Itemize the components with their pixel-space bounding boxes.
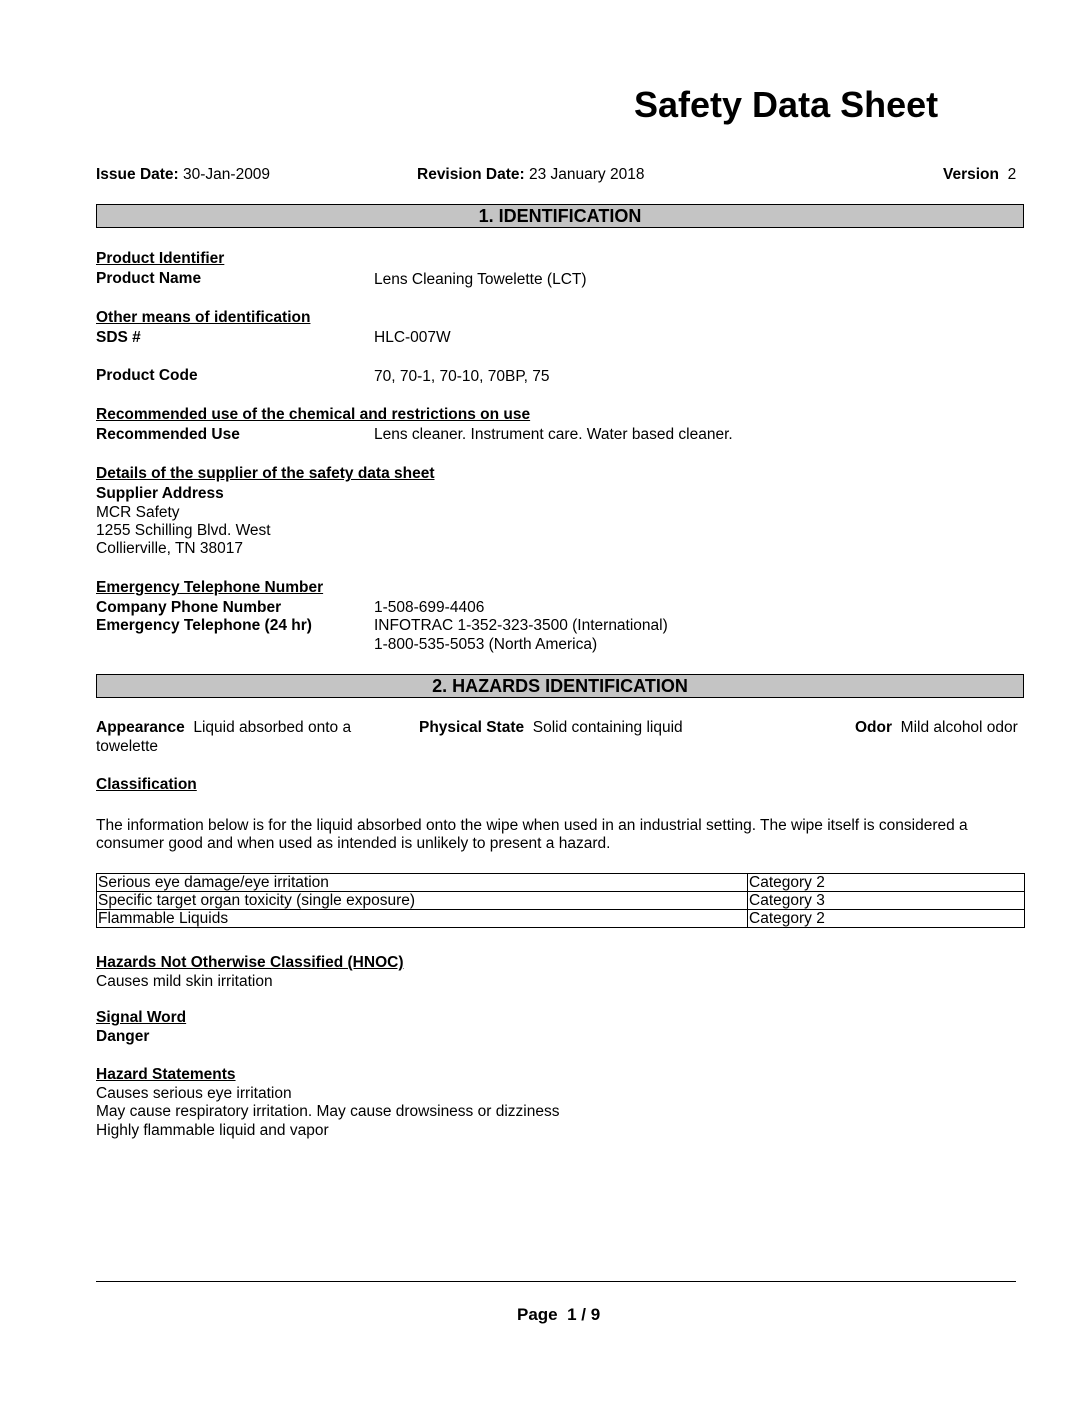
odor [855,719,1018,737]
emergency-phone-line: INFOTRAC 1-352-323-3500 (International) [374,617,668,634]
page-number: Page 1 / 9 [517,1305,601,1324]
signal-word-value: Danger [96,1028,150,1045]
physical-state-value: Solid containing liquid [532,719,683,736]
classification-heading: Classification [96,776,197,793]
category-cell: Category 2 [748,910,1025,928]
footer-divider [96,1281,1016,1282]
version-label: Version [943,166,999,183]
recommended-use-value: Lens cleaner. Instrument care. Water based cleaner. [374,426,733,443]
emergency-heading: Emergency Telephone Number [96,579,324,596]
issue-date [96,166,270,184]
hnoc-heading: Hazards Not Otherwise Classified (HNOC) [96,954,404,971]
revision-date-label: Revision Date: [417,166,525,183]
hazard-cell: Serious eye damage/eye irritation [97,874,748,892]
hazard-statement: Highly flammable liquid and vapor [96,1122,329,1139]
product-code-label: Product Code [96,367,198,384]
classification-text: The information below is for the liquid absorbed onto the wipe when used in an industrial setting. The wipe itself is considered a [96,817,968,834]
appearance-value-cont: towelette [96,738,159,755]
issue-date-label: Issue Date: [96,166,179,183]
version [943,166,1016,184]
category-cell: Category 3 [748,892,1025,910]
classification-text-cont: consumer good and when used as intended is unlikely to present a hazard. [96,835,611,852]
recommended-use-heading: Recommended use of the chemical and restrictions on use [96,406,531,423]
company-phone-value: 1-508-699-4406 [374,599,485,616]
sds-label: SDS # [96,329,141,346]
appearance-value: Liquid absorbed onto a [193,719,352,736]
odor-value: Mild alcohol odor [900,719,1018,736]
section2-heading: 2. HAZARDS IDENTIFICATION [96,674,1024,698]
physical-state-label: Physical State [419,719,525,736]
other-means-heading: Other means of identification [96,309,311,326]
emergency-phone-label: Emergency Telephone (24 hr) [96,617,312,634]
revision-date-value: 23 January 2018 [528,166,645,183]
classification-table [96,873,1025,928]
company-phone-label: Company Phone Number [96,599,282,616]
physical-state [419,719,683,737]
category-cell: Category 2 [748,874,1025,892]
hnoc-value: Causes mild skin irritation [96,973,273,990]
hazard-cell: Specific target organ toxicity (single exposure) [97,892,748,910]
signal-word-heading: Signal Word [96,1009,187,1026]
issue-date-value: 30-Jan-2009 [183,166,271,183]
supplier-line: Collierville, TN 38017 [96,540,244,557]
hazard-statement: May cause respiratory irritation. May cause drowsiness or dizziness [96,1103,560,1120]
product-code-value: 70, 70-1, 70-10, 70BP, 75 [374,368,550,385]
product-name-label: Product Name [96,270,202,287]
document-title: Safety Data Sheet [634,84,939,125]
hazard-statements-heading: Hazard Statements [96,1066,236,1083]
section1-heading: 1. IDENTIFICATION [96,204,1024,228]
hazard-cell: Flammable Liquids [97,910,748,928]
table-row [97,910,1025,928]
recommended-use-label: Recommended Use [96,426,240,443]
product-name-value: Lens Cleaning Towelette (LCT) [374,271,587,288]
appearance-label: Appearance [96,719,185,736]
sds-value: HLC-007W [374,329,451,346]
supplier-address-label: Supplier Address [96,485,224,502]
supplier-line: MCR Safety [96,504,180,521]
supplier-line: 1255 Schilling Blvd. West [96,522,271,539]
emergency-phone-line: 1-800-535-5053 (North America) [374,636,598,653]
revision-date [417,166,644,184]
product-identifier-heading: Product Identifier [96,250,225,267]
hazard-statement: Causes serious eye irritation [96,1085,292,1102]
odor-label: Odor [855,719,893,736]
version-value: 2 [1007,166,1017,183]
appearance [96,719,351,737]
supplier-heading: Details of the supplier of the safety data sheet [96,465,435,482]
table-row [97,874,1025,892]
table-row [97,892,1025,910]
